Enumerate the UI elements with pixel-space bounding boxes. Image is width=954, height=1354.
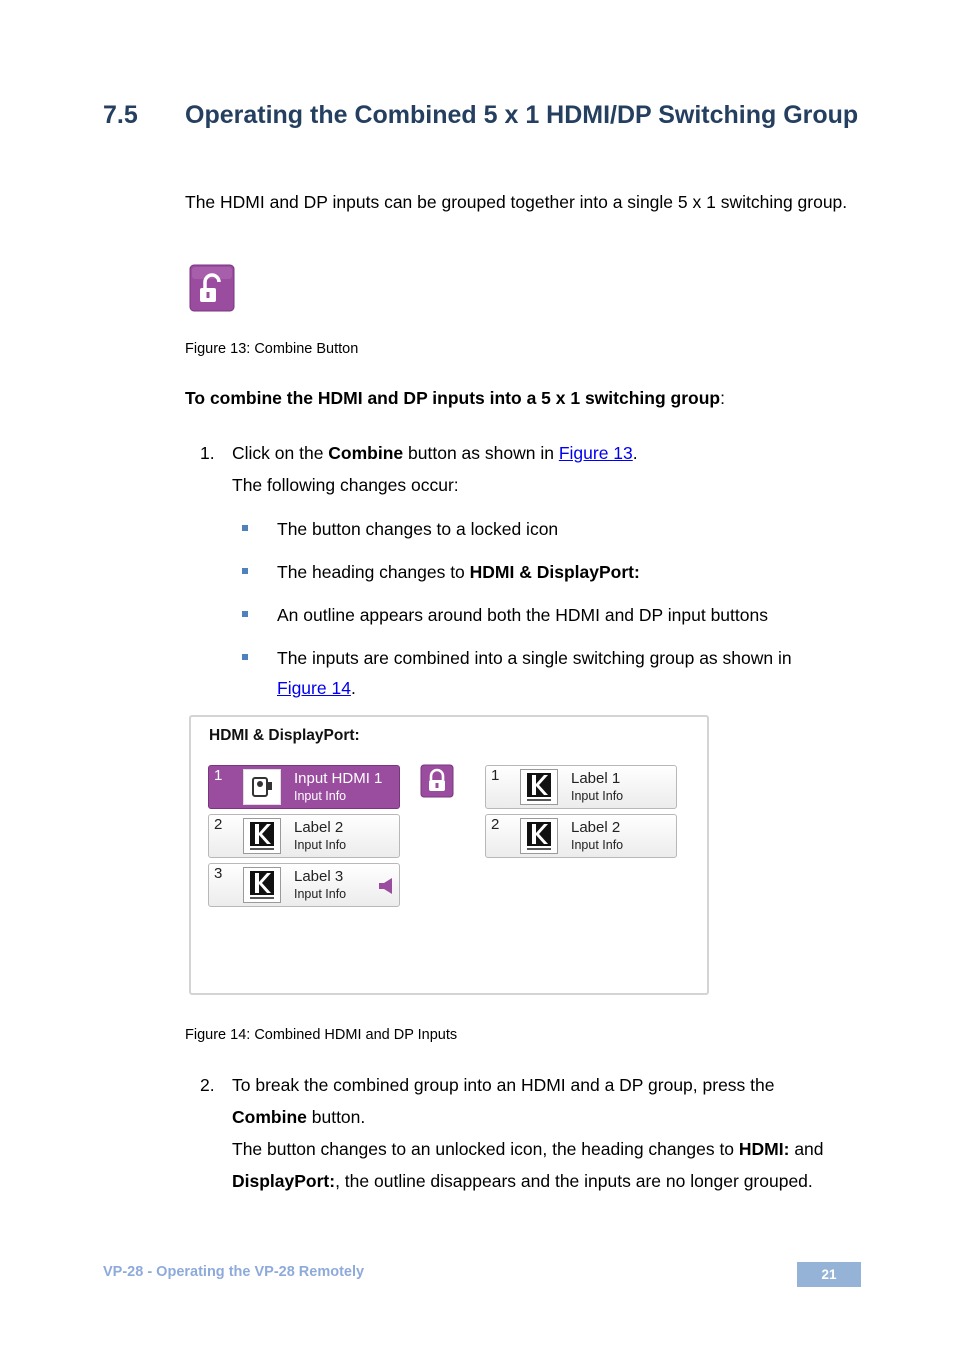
intro-paragraph: The HDMI and DP inputs can be grouped together into a single 5 x 1 switching group.	[185, 192, 848, 212]
bullet-item	[277, 600, 867, 630]
input-info: Input Info	[294, 789, 347, 803]
bullet-marker	[242, 611, 248, 617]
bullet-4-post: .	[350, 678, 356, 698]
speaker-icon	[377, 877, 397, 900]
bullet-2-text: The heading changes to	[277, 562, 470, 582]
procedure-heading	[185, 388, 725, 409]
combined-inputs-panel	[189, 715, 709, 995]
input-number: 1	[214, 767, 223, 784]
bullet-2-bold: HDMI & DisplayPort:	[469, 562, 640, 582]
unlocked-padlock-icon	[189, 264, 235, 312]
step-2-bold3: DisplayPort:	[232, 1171, 336, 1191]
figure-14-link[interactable]: Figure 14	[277, 678, 351, 698]
input-number: 1	[491, 767, 500, 784]
bullet-item	[277, 514, 867, 544]
step-1-pre: Click on the	[232, 443, 329, 463]
camera-icon	[243, 769, 281, 805]
section-number: 7.5	[103, 101, 138, 129]
input-label: Label 3	[294, 868, 344, 885]
step-2-line3-pre: The button changes to an unlocked icon, the heading changes to	[232, 1139, 739, 1159]
step-1-number: 1.	[200, 443, 215, 463]
procedure-heading-text: To combine the HDMI and DP inputs into a 5 x 1 switching group	[185, 388, 721, 408]
step-1-line2: The following changes occur:	[232, 475, 459, 495]
step-1-post: .	[632, 443, 638, 463]
input-info: Input Info	[294, 838, 347, 852]
bullet-4-text: The inputs are combined into a single switching group as shown in	[277, 648, 792, 668]
input-number: 3	[214, 865, 223, 882]
kramer-logo-icon	[243, 867, 281, 903]
input-number: 2	[491, 816, 500, 833]
step-1-bold: Combine	[328, 443, 404, 463]
input-button-label-3[interactable]	[208, 863, 400, 907]
kramer-logo-icon	[520, 818, 558, 854]
input-label: Label 1	[571, 770, 621, 787]
bullet-3-text: An outline appears around both the HDMI and DP input buttons	[277, 605, 768, 625]
step-2-number: 2.	[200, 1075, 215, 1095]
input-number: 2	[214, 816, 223, 833]
combine-button[interactable]	[189, 264, 235, 312]
step-1-mid: button as shown in	[403, 443, 559, 463]
bullet-1-text: The button changes to a locked icon	[277, 519, 559, 539]
input-label: Label 2	[571, 819, 621, 836]
figure-13-link[interactable]: Figure 13	[558, 443, 633, 463]
step-2-line1: To break the combined group into an HDMI and a DP group, press the	[232, 1075, 775, 1095]
step-2-bold1: Combine	[232, 1107, 307, 1127]
input-button-dp-label-1[interactable]	[485, 765, 677, 809]
input-label: Input HDMI 1	[294, 770, 383, 787]
input-info: Input Info	[571, 838, 624, 852]
bullet-marker	[242, 568, 248, 574]
page-number: 21	[797, 1262, 861, 1287]
kramer-logo-icon	[520, 769, 558, 805]
input-info: Input Info	[294, 887, 347, 901]
input-button-dp-label-2[interactable]	[485, 814, 677, 858]
input-button-hdmi-1[interactable]	[208, 765, 400, 809]
figure-14-caption: Figure 14: Combined HDMI and DP Inputs	[185, 1027, 458, 1043]
step-2-bold2: HDMI:	[738, 1139, 790, 1159]
footer-title: VP-28 - Operating the VP-28 Remotely	[103, 1264, 365, 1280]
step-1-text	[232, 437, 872, 501]
bullet-marker	[242, 525, 248, 531]
combine-lock-button[interactable]	[420, 764, 454, 798]
step-2-line4: , the outline disappears and the inputs are no longer grouped.	[335, 1171, 813, 1191]
bullet-item	[277, 557, 867, 587]
procedure-heading-suffix: :	[720, 388, 725, 408]
locked-padlock-icon	[420, 764, 454, 798]
step-2-text	[232, 1069, 872, 1197]
panel-heading: HDMI & DisplayPort:	[209, 727, 360, 744]
step-2-line1-end: button.	[306, 1107, 366, 1127]
bullet-marker	[242, 654, 248, 660]
figure-13-caption: Figure 13: Combine Button	[185, 341, 359, 357]
kramer-logo-icon	[243, 818, 281, 854]
input-label: Label 2	[294, 819, 344, 836]
bullet-item	[277, 643, 837, 703]
step-2-line3-post: and	[789, 1139, 824, 1159]
input-info: Input Info	[571, 789, 624, 803]
section-title: Operating the Combined 5 x 1 HDMI/DP Switching Group	[185, 101, 859, 129]
input-button-label-2[interactable]	[208, 814, 400, 858]
